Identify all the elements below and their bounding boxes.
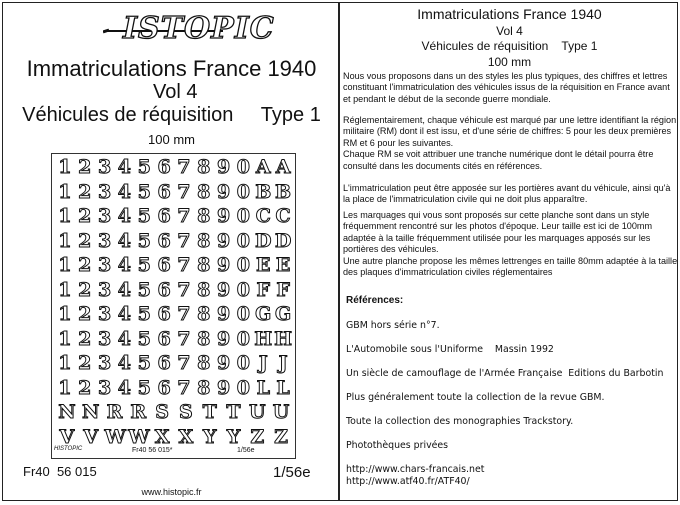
decal-glyph: 6 (157, 352, 171, 374)
right-title: Immatriculations France 1940 (417, 6, 602, 22)
decal-glyph: 5 (137, 278, 151, 301)
decal-glyph: 6 (157, 303, 171, 325)
decal-glyph: 1 (58, 327, 72, 350)
decal-glyph: 5 (137, 303, 151, 325)
decal-glyph: D (255, 229, 272, 252)
reference-item: Photothèques privées (346, 440, 449, 451)
decal-glyph: J (258, 352, 268, 374)
decal-glyph: L (256, 376, 270, 399)
decal-glyph: F (256, 278, 270, 301)
scale-label: 1/56e (273, 464, 311, 481)
decal-glyph: 7 (177, 352, 191, 374)
decal-glyph: 4 (117, 376, 132, 399)
decal-sheet (51, 153, 296, 459)
decal-glyph: 9 (216, 205, 231, 227)
decal-glyph: T (202, 401, 217, 423)
decal-glyph: 4 (117, 156, 132, 178)
decal-glyph: 6 (157, 278, 171, 301)
decal-glyph: 8 (197, 229, 211, 252)
decal-glyph: 7 (177, 327, 191, 350)
histopic-logo (103, 11, 275, 51)
decal-glyph: Y (202, 425, 217, 448)
decal-glyph: G (274, 303, 292, 325)
decal-glyph: 8 (197, 303, 211, 325)
decal-glyph: 4 (117, 205, 132, 227)
decal-glyph: 5 (137, 376, 151, 399)
decal-glyph: 9 (216, 254, 231, 276)
decal-glyph: 3 (97, 352, 112, 374)
decal-glyph: 7 (177, 278, 191, 301)
decal-glyph: J (278, 352, 288, 374)
decal-glyph: 0 (236, 156, 251, 178)
decal-glyph: 3 (97, 180, 112, 203)
decal-glyph: 2 (78, 352, 92, 374)
decal-glyph: 5 (137, 180, 151, 203)
decal-glyph: 2 (78, 229, 92, 252)
decal-glyph: 3 (97, 205, 112, 227)
decal-glyph: 3 (97, 229, 112, 252)
decal-glyph: 2 (78, 278, 92, 301)
decal-glyph: 3 (97, 156, 112, 178)
decal-glyph: 1 (58, 156, 72, 178)
paragraph-intro: Nous vous proposons dans un des styles les plus typiques, des chiffres et lettres constituant l'immatriculation des véhicules issus de la réquisition en France avant et pendant le début de la seconde guerre mondiale. (343, 71, 670, 104)
decal-glyph: 0 (236, 180, 251, 203)
decal-glyph: 1 (58, 303, 72, 325)
paragraph-markings: Les marquages qui vous sont proposés sur cette planche sont dans un style fréquemment rencontré sur les photos d'époque. Leur taille est ici de 100mm adaptée à la taille fréquemment utilisée pour les marquages apposés sur les portières des véhicules. Une autre planche propose les mêmes lettrenges en taille 80mm adaptée à la taille des plaques d'immatriculation civiles réglementaires (343, 210, 678, 278)
decal-glyph: N (58, 401, 76, 423)
decal-glyph: 9 (216, 156, 231, 178)
decal-glyph: U (272, 401, 290, 423)
decal-glyph: 3 (97, 278, 112, 301)
decal-glyph: Z (250, 425, 265, 448)
decal-glyph: 5 (137, 229, 151, 252)
subtitle: Véhicules de réquisition Type 1 (22, 104, 321, 126)
decal-glyph: A (275, 156, 291, 178)
decal-glyph: 3 (97, 303, 112, 325)
decal-glyph: 0 (236, 327, 251, 350)
decal-glyph: 2 (78, 376, 92, 399)
reference-item: GBM hors série n°7. (346, 320, 440, 331)
decal-glyph: 2 (78, 156, 92, 178)
references-heading: Références: (346, 295, 404, 306)
decal-glyph: 8 (197, 278, 211, 301)
decal-glyph: B (275, 180, 292, 203)
decal-glyph: 7 (177, 156, 191, 178)
left-panel (2, 2, 339, 501)
decal-glyph: L (276, 376, 290, 399)
decal-glyph: R (106, 401, 123, 423)
decal-glyph: 2 (78, 180, 92, 203)
decal-glyph: X (154, 425, 170, 448)
decal-glyph: Z (274, 425, 289, 448)
decal-glyph: 6 (157, 205, 171, 227)
decal-glyph: E (275, 254, 291, 276)
reference-link[interactable]: http://www.chars-francais.net (346, 464, 485, 475)
decal-glyph: 5 (137, 352, 151, 374)
right-panel (339, 2, 678, 501)
decal-glyph: A (255, 156, 271, 178)
website-label: www.histopic.fr (141, 487, 202, 497)
sheet-scale: 1/56e (237, 447, 255, 454)
decal-glyph: 4 (117, 278, 132, 301)
reference-item: Un siècle de camouflage de l'Armée Française Editions du Barbotin (346, 368, 664, 379)
right-subtitle: Véhicules de réquisition Type 1 (421, 39, 598, 53)
paragraph-placement: L'immatriculation peut être apposée sur les portières avant du véhicule, ainsi qu'à la place de l'immatriculation civile qui ne doit plus apparaître. (343, 183, 671, 205)
decal-glyph: 4 (117, 180, 132, 203)
decal-glyph: 0 (236, 229, 251, 252)
sheet-ref: Fr40 56 015* (132, 447, 173, 454)
volume-label: Vol 4 (153, 81, 198, 103)
decal-glyph: N (82, 401, 100, 423)
decal-glyph: 6 (157, 156, 171, 178)
decal-glyph: 1 (58, 205, 72, 227)
decal-glyph: 9 (216, 303, 231, 325)
decal-glyph: 4 (117, 303, 132, 325)
sheet-logo: HISTOPIC (54, 446, 83, 452)
decal-glyph: 0 (236, 303, 251, 325)
decal-glyph: 4 (117, 254, 132, 276)
decal-glyph: W (104, 425, 126, 448)
paragraph-rules: Réglementairement, chaque véhicule est marqué par une lettre identifiant la région militaire (RM) dont il est issu, et d'une série de chiffres: 5 pour les deux premières RM et 6 pour les suivantes. Chaque RM se voit attribuer une tranche numérique dont le détail pourra être consulté dans les documents cités en références. (343, 115, 677, 171)
decal-glyph: 7 (177, 254, 191, 276)
decal-glyph: 8 (197, 156, 211, 178)
decal-glyph: 2 (78, 327, 92, 350)
decal-glyph: D (274, 229, 292, 252)
decal-glyph: 9 (216, 376, 231, 399)
decal-glyph: 2 (78, 303, 92, 325)
decal-glyph: H (274, 327, 293, 350)
decal-glyph: 0 (236, 254, 251, 276)
decal-glyph: Y (226, 425, 241, 448)
decal-glyph: W (128, 425, 150, 448)
decal-glyph: 1 (58, 376, 72, 399)
decal-glyph: F (276, 278, 290, 301)
decal-glyph: 9 (216, 229, 231, 252)
decal-glyph: 7 (177, 303, 191, 325)
decal-glyph: 8 (197, 352, 211, 374)
decal-glyph: X (178, 425, 194, 448)
decal-glyph: 3 (97, 327, 112, 350)
decal-glyph: 1 (58, 180, 72, 203)
decal-glyph: 1 (58, 254, 72, 276)
decal-glyph: 6 (157, 254, 171, 276)
decal-glyph: 8 (197, 376, 211, 399)
decal-glyph: 0 (236, 278, 251, 301)
reference-link[interactable]: http://www.atf40.fr/ATF40/ (346, 476, 470, 487)
right-volume: Vol 4 (496, 24, 523, 38)
decal-glyph: 2 (78, 205, 92, 227)
decal-glyph: 4 (117, 352, 132, 374)
decal-glyph: 0 (236, 376, 251, 399)
decal-glyph: 2 (78, 254, 92, 276)
decal-glyph: 5 (137, 205, 151, 227)
decal-glyph: 8 (197, 180, 211, 203)
decal-glyph: 3 (97, 254, 112, 276)
decal-glyph: H (254, 327, 273, 350)
decal-glyph: 4 (117, 327, 132, 350)
decal-glyph: B (255, 180, 272, 203)
decal-glyph: 7 (177, 229, 191, 252)
reference-item: L'Automobile sous l'Uniforme Massin 1992 (346, 344, 554, 355)
decal-glyph: 7 (177, 205, 191, 227)
decal-glyph: G (255, 303, 272, 325)
decal-glyph: 1 (58, 229, 72, 252)
decal-glyph: 0 (236, 352, 251, 374)
decal-glyph: S (155, 401, 169, 423)
decal-glyph: 8 (197, 254, 211, 276)
decal-glyph: V (83, 425, 99, 448)
decal-glyph: 1 (58, 352, 72, 374)
decal-glyph: 6 (157, 180, 171, 203)
reference-item: Plus généralement toute la collection de la revue GBM. (346, 392, 605, 403)
decal-glyph: 9 (216, 352, 231, 374)
decal-glyph: 9 (216, 278, 231, 301)
decal-glyph: 6 (157, 376, 171, 399)
decal-glyph: C (275, 205, 291, 227)
decal-glyph: 6 (157, 327, 171, 350)
decal-glyph: 3 (97, 376, 112, 399)
decal-glyph: 5 (137, 327, 151, 350)
right-size: 100 mm (487, 55, 532, 69)
logo-text: ISTOPIC (123, 11, 275, 46)
decal-glyph: 9 (216, 180, 231, 203)
decal-glyph: E (256, 254, 271, 276)
decal-glyph: 8 (197, 327, 211, 350)
size-label: 100 mm (148, 132, 195, 147)
decal-glyph: S (179, 401, 193, 423)
decal-glyph: 7 (177, 376, 191, 399)
decal-glyph: T (226, 401, 241, 423)
decal-glyph: C (255, 205, 271, 227)
decal-glyph: 4 (117, 229, 132, 252)
decal-glyph: U (249, 401, 266, 423)
decal-glyph: 1 (58, 278, 72, 301)
decal-glyph: 5 (137, 254, 151, 276)
decal-glyph: 9 (216, 327, 231, 350)
decal-glyph: 6 (157, 229, 171, 252)
page-title: Immatriculations France 1940 (26, 56, 317, 81)
decal-glyph: V (59, 425, 75, 448)
decal-glyph: 5 (137, 156, 151, 178)
decal-glyph: R (130, 401, 147, 423)
reference-item: Toute la collection des monographies Trackstory. (346, 416, 574, 427)
decal-glyph: 7 (177, 180, 191, 203)
decal-glyph: 8 (197, 205, 211, 227)
decal-glyph: 0 (236, 205, 251, 227)
product-ref: Fr40 56 015 (23, 464, 97, 479)
